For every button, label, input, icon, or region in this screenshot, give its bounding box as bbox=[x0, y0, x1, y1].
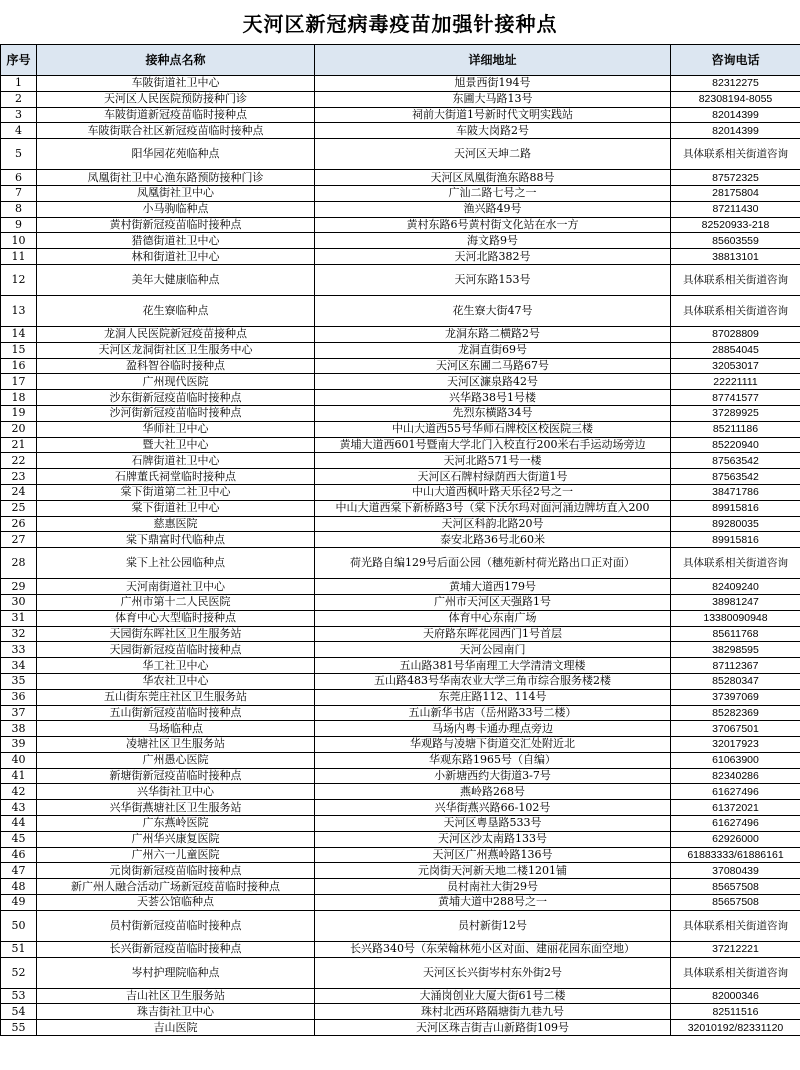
phone: 61627496 bbox=[671, 816, 800, 832]
row-index: 53 bbox=[1, 988, 37, 1004]
site-name: 广州愚心医院 bbox=[37, 752, 315, 768]
phone: 82000346 bbox=[671, 988, 800, 1004]
row-index: 18 bbox=[1, 390, 37, 406]
phone: 28175804 bbox=[671, 185, 800, 201]
site-name: 华农社卫中心 bbox=[37, 673, 315, 689]
phone: 38471786 bbox=[671, 484, 800, 500]
phone: 38813101 bbox=[671, 249, 800, 265]
row-index: 35 bbox=[1, 673, 37, 689]
site-name: 吉山医院 bbox=[37, 1020, 315, 1036]
address: 黄埔大道西601号暨南大学北门入校直行200米右手运动场旁边 bbox=[315, 437, 671, 453]
address: 天河北路382号 bbox=[315, 249, 671, 265]
site-name: 棠下上社公园临种点 bbox=[37, 548, 315, 579]
row-index: 39 bbox=[1, 737, 37, 753]
site-name: 棠下街道第二社卫中心 bbox=[37, 484, 315, 500]
site-name: 天荟公馆临种点 bbox=[37, 895, 315, 911]
address: 天河区濂泉路42号 bbox=[315, 374, 671, 390]
row-index: 26 bbox=[1, 516, 37, 532]
table-row bbox=[1, 626, 800, 642]
phone: 62926000 bbox=[671, 831, 800, 847]
table-row bbox=[1, 957, 800, 988]
table-row bbox=[1, 784, 800, 800]
site-name: 棠下鼎富时代临种点 bbox=[37, 532, 315, 548]
phone: 82014399 bbox=[671, 123, 800, 139]
site-name: 体育中心大型临时接种点 bbox=[37, 610, 315, 626]
phone: 87563542 bbox=[671, 469, 800, 485]
address: 兴华路38号1号楼 bbox=[315, 390, 671, 406]
phone: 32053017 bbox=[671, 358, 800, 374]
row-index: 51 bbox=[1, 941, 37, 957]
address: 华观东路1965号（自编） bbox=[315, 752, 671, 768]
site-name: 凌塘社区卫生服务站 bbox=[37, 737, 315, 753]
row-index: 31 bbox=[1, 610, 37, 626]
phone: 89915816 bbox=[671, 532, 800, 548]
row-index: 45 bbox=[1, 831, 37, 847]
address: 珠村北西环路隔塘街九巷九号 bbox=[315, 1004, 671, 1020]
address: 大涌岗创业大厦大街61号二楼 bbox=[315, 988, 671, 1004]
phone: 85603559 bbox=[671, 233, 800, 249]
address: 天河区沙太南路133号 bbox=[315, 831, 671, 847]
phone: 37397069 bbox=[671, 689, 800, 705]
row-index: 24 bbox=[1, 484, 37, 500]
table-row bbox=[1, 610, 800, 626]
phone: 87028809 bbox=[671, 326, 800, 342]
row-index: 42 bbox=[1, 784, 37, 800]
table-row bbox=[1, 76, 800, 92]
table-row bbox=[1, 484, 800, 500]
phone: 87211430 bbox=[671, 201, 800, 217]
table-row bbox=[1, 217, 800, 233]
table-row bbox=[1, 594, 800, 610]
table-row bbox=[1, 516, 800, 532]
phone: 89280035 bbox=[671, 516, 800, 532]
header-index: 序号 bbox=[1, 45, 37, 76]
table-row bbox=[1, 642, 800, 658]
row-index: 36 bbox=[1, 689, 37, 705]
row-index: 44 bbox=[1, 816, 37, 832]
site-name: 林和街道社卫中心 bbox=[37, 249, 315, 265]
row-index: 3 bbox=[1, 107, 37, 123]
row-index: 13 bbox=[1, 295, 37, 326]
phone: 13380090948 bbox=[671, 610, 800, 626]
table-row bbox=[1, 768, 800, 784]
row-index: 4 bbox=[1, 123, 37, 139]
address: 黄埔大道西179号 bbox=[315, 579, 671, 595]
table-row bbox=[1, 658, 800, 674]
table-row bbox=[1, 800, 800, 816]
address: 员村新街12号 bbox=[315, 910, 671, 941]
row-index: 49 bbox=[1, 895, 37, 911]
header-phone: 咨询电话 bbox=[671, 45, 800, 76]
site-name: 美年大健康临种点 bbox=[37, 264, 315, 295]
row-index: 7 bbox=[1, 185, 37, 201]
table-row bbox=[1, 358, 800, 374]
site-name: 盈科智谷临时接种点 bbox=[37, 358, 315, 374]
phone: 具体联系相关街道咨询 bbox=[671, 139, 800, 170]
phone: 具体联系相关街道咨询 bbox=[671, 548, 800, 579]
site-name: 沙河街新冠疫苗临时接种点 bbox=[37, 405, 315, 421]
address: 天河公园南门 bbox=[315, 642, 671, 658]
table-row bbox=[1, 342, 800, 358]
vaccination-sites-table bbox=[0, 44, 800, 1036]
row-index: 38 bbox=[1, 721, 37, 737]
site-name: 五山街新冠疫苗临时接种点 bbox=[37, 705, 315, 721]
site-name: 车陂街道新冠疫苗临时接种点 bbox=[37, 107, 315, 123]
row-index: 10 bbox=[1, 233, 37, 249]
table-row bbox=[1, 752, 800, 768]
row-index: 20 bbox=[1, 421, 37, 437]
site-name: 天园街新冠疫苗临时接种点 bbox=[37, 642, 315, 658]
row-index: 12 bbox=[1, 264, 37, 295]
table-row bbox=[1, 326, 800, 342]
phone: 82312275 bbox=[671, 76, 800, 92]
address: 员村南社大街29号 bbox=[315, 879, 671, 895]
address: 天河区凤凰街渔东路88号 bbox=[315, 170, 671, 186]
row-index: 6 bbox=[1, 170, 37, 186]
address: 车陂大岗路2号 bbox=[315, 123, 671, 139]
table-row bbox=[1, 816, 800, 832]
phone: 87112367 bbox=[671, 658, 800, 674]
site-name: 华工社卫中心 bbox=[37, 658, 315, 674]
phone: 87563542 bbox=[671, 453, 800, 469]
address: 中山大道西枫叶路天乐径2号之一 bbox=[315, 484, 671, 500]
row-index: 5 bbox=[1, 139, 37, 170]
phone: 85657508 bbox=[671, 879, 800, 895]
site-name: 凤凰街社卫中心 bbox=[37, 185, 315, 201]
row-index: 55 bbox=[1, 1020, 37, 1036]
address: 黄村东路6号黄村街文化站在水一方 bbox=[315, 217, 671, 233]
site-name: 猎德街道社卫中心 bbox=[37, 233, 315, 249]
address: 中山大道西55号华师石牌校区校医院三楼 bbox=[315, 421, 671, 437]
site-name: 兴华街社卫中心 bbox=[37, 784, 315, 800]
table-row bbox=[1, 673, 800, 689]
table-row bbox=[1, 437, 800, 453]
phone: 61883333/61886161 bbox=[671, 847, 800, 863]
address: 天府路东晖花园西门1号首层 bbox=[315, 626, 671, 642]
phone: 85611768 bbox=[671, 626, 800, 642]
phone: 85280347 bbox=[671, 673, 800, 689]
table-row bbox=[1, 374, 800, 390]
site-name: 广州华兴康复医院 bbox=[37, 831, 315, 847]
address: 天河区珠吉街吉山新路街109号 bbox=[315, 1020, 671, 1036]
table-row bbox=[1, 1020, 800, 1036]
address: 天河区东圃二马路67号 bbox=[315, 358, 671, 374]
phone: 具体联系相关街道咨询 bbox=[671, 910, 800, 941]
address: 五山新华书店（岳州路33号二楼） bbox=[315, 705, 671, 721]
table-row bbox=[1, 579, 800, 595]
row-index: 2 bbox=[1, 91, 37, 107]
address: 中山大道西棠下新桥路3号（棠下沃尔玛对面河涌边牌坊直入200 bbox=[315, 500, 671, 516]
row-index: 43 bbox=[1, 800, 37, 816]
address: 旭景西街194号 bbox=[315, 76, 671, 92]
site-name: 棠下街道社卫中心 bbox=[37, 500, 315, 516]
row-index: 30 bbox=[1, 594, 37, 610]
address: 天河区天坤二路 bbox=[315, 139, 671, 170]
site-name: 广州市第十二人民医院 bbox=[37, 594, 315, 610]
address: 小新塘西约大街道3-7号 bbox=[315, 768, 671, 784]
site-name: 小马驹临种点 bbox=[37, 201, 315, 217]
address: 天河东路153号 bbox=[315, 264, 671, 295]
site-name: 黄村街新冠疫苗临时接种点 bbox=[37, 217, 315, 233]
phone: 85657508 bbox=[671, 895, 800, 911]
table-row bbox=[1, 879, 800, 895]
address: 天河区广州燕岭路136号 bbox=[315, 847, 671, 863]
table-row bbox=[1, 91, 800, 107]
address: 龙洞东路二横路2号 bbox=[315, 326, 671, 342]
table-row bbox=[1, 139, 800, 170]
site-name: 广东燕岭医院 bbox=[37, 816, 315, 832]
row-index: 29 bbox=[1, 579, 37, 595]
address: 马场内粤卡通办理点旁边 bbox=[315, 721, 671, 737]
site-name: 广州现代医院 bbox=[37, 374, 315, 390]
table-row bbox=[1, 847, 800, 863]
address: 长兴路340号（东荣翰林苑小区对面、建丽花园东面空地） bbox=[315, 941, 671, 957]
row-index: 52 bbox=[1, 957, 37, 988]
site-name: 车陂街道社卫中心 bbox=[37, 76, 315, 92]
row-index: 54 bbox=[1, 1004, 37, 1020]
phone: 37212221 bbox=[671, 941, 800, 957]
table-row bbox=[1, 264, 800, 295]
site-name: 阳华园花苑临种点 bbox=[37, 139, 315, 170]
address: 天河区粤垦路533号 bbox=[315, 816, 671, 832]
row-index: 14 bbox=[1, 326, 37, 342]
site-name: 龙洞人民医院新冠疫苗接种点 bbox=[37, 326, 315, 342]
site-name: 石牌街道社卫中心 bbox=[37, 453, 315, 469]
row-index: 17 bbox=[1, 374, 37, 390]
row-index: 9 bbox=[1, 217, 37, 233]
address: 元岗街天河新天地二楼1201铺 bbox=[315, 863, 671, 879]
site-name: 天河区龙洞街社区卫生服务中心 bbox=[37, 342, 315, 358]
row-index: 8 bbox=[1, 201, 37, 217]
page-title: 天河区新冠病毒疫苗加强针接种点 bbox=[242, 11, 558, 36]
row-index: 19 bbox=[1, 405, 37, 421]
address: 天河北路571号一楼 bbox=[315, 453, 671, 469]
address: 体育中心东南广场 bbox=[315, 610, 671, 626]
row-index: 50 bbox=[1, 910, 37, 941]
row-index: 28 bbox=[1, 548, 37, 579]
address: 广汕二路七号之一 bbox=[315, 185, 671, 201]
table-row bbox=[1, 689, 800, 705]
row-index: 37 bbox=[1, 705, 37, 721]
phone: 32010192/82331120 bbox=[671, 1020, 800, 1036]
address: 先烈东横路34号 bbox=[315, 405, 671, 421]
phone: 具体联系相关街道咨询 bbox=[671, 957, 800, 988]
table-row bbox=[1, 988, 800, 1004]
site-name: 五山街东莞庄社区卫生服务站 bbox=[37, 689, 315, 705]
table-row bbox=[1, 910, 800, 941]
address: 天河区长兴街岑村东外街2号 bbox=[315, 957, 671, 988]
table-row bbox=[1, 532, 800, 548]
address: 东圃大马路13号 bbox=[315, 91, 671, 107]
row-index: 21 bbox=[1, 437, 37, 453]
table-row bbox=[1, 107, 800, 123]
table-row bbox=[1, 170, 800, 186]
site-name: 元岗街新冠疫苗临时接种点 bbox=[37, 863, 315, 879]
row-index: 1 bbox=[1, 76, 37, 92]
table-row bbox=[1, 421, 800, 437]
phone: 87741577 bbox=[671, 390, 800, 406]
table-row bbox=[1, 469, 800, 485]
header-site-name: 接种点名称 bbox=[37, 45, 315, 76]
site-name: 长兴街新冠疫苗临时接种点 bbox=[37, 941, 315, 957]
table-row bbox=[1, 453, 800, 469]
row-index: 33 bbox=[1, 642, 37, 658]
site-name: 石牌董氏祠堂临时接种点 bbox=[37, 469, 315, 485]
phone: 61372021 bbox=[671, 800, 800, 816]
table-row bbox=[1, 737, 800, 753]
phone: 37289925 bbox=[671, 405, 800, 421]
phone: 87572325 bbox=[671, 170, 800, 186]
phone: 85211186 bbox=[671, 421, 800, 437]
row-index: 47 bbox=[1, 863, 37, 879]
row-index: 27 bbox=[1, 532, 37, 548]
site-name: 吉山社区卫生服务站 bbox=[37, 988, 315, 1004]
phone: 32017923 bbox=[671, 737, 800, 753]
address: 花生寮大街47号 bbox=[315, 295, 671, 326]
phone: 具体联系相关街道咨询 bbox=[671, 264, 800, 295]
row-index: 32 bbox=[1, 626, 37, 642]
table-row bbox=[1, 548, 800, 579]
address: 龙洞直街69号 bbox=[315, 342, 671, 358]
table-row bbox=[1, 863, 800, 879]
site-name: 马场临种点 bbox=[37, 721, 315, 737]
phone: 38298595 bbox=[671, 642, 800, 658]
phone: 89915816 bbox=[671, 500, 800, 516]
table-row bbox=[1, 390, 800, 406]
table-row bbox=[1, 705, 800, 721]
phone: 85220940 bbox=[671, 437, 800, 453]
header-address: 详细地址 bbox=[315, 45, 671, 76]
site-name: 花生寮临种点 bbox=[37, 295, 315, 326]
address: 泰安北路36号北60米 bbox=[315, 532, 671, 548]
address: 广州市天河区天强路1号 bbox=[315, 594, 671, 610]
table-row bbox=[1, 233, 800, 249]
address: 五山路483号华南农业大学三角市综合服务楼2楼 bbox=[315, 673, 671, 689]
table-row bbox=[1, 721, 800, 737]
address: 荷光路自编129号后面公园（穗苑新村荷光路出口正对面） bbox=[315, 548, 671, 579]
phone: 37067501 bbox=[671, 721, 800, 737]
table-header-row bbox=[1, 45, 800, 76]
site-name: 岑村护理院临种点 bbox=[37, 957, 315, 988]
address: 东莞庄路112、114号 bbox=[315, 689, 671, 705]
table-row bbox=[1, 405, 800, 421]
address: 五山路381号华南理工大学清清文理楼 bbox=[315, 658, 671, 674]
table-row bbox=[1, 295, 800, 326]
site-name: 兴华街燕塘社区卫生服务站 bbox=[37, 800, 315, 816]
row-index: 22 bbox=[1, 453, 37, 469]
address: 燕岭路268号 bbox=[315, 784, 671, 800]
site-name: 新广州人融合活动广场新冠疫苗临时接种点 bbox=[37, 879, 315, 895]
phone: 38981247 bbox=[671, 594, 800, 610]
phone: 82014399 bbox=[671, 107, 800, 123]
table-row bbox=[1, 1004, 800, 1020]
site-name: 沙东街新冠疫苗临时接种点 bbox=[37, 390, 315, 406]
phone: 具体联系相关街道咨询 bbox=[671, 295, 800, 326]
row-index: 16 bbox=[1, 358, 37, 374]
table-row bbox=[1, 185, 800, 201]
row-index: 15 bbox=[1, 342, 37, 358]
row-index: 25 bbox=[1, 500, 37, 516]
site-name: 珠吉街社卫中心 bbox=[37, 1004, 315, 1020]
address: 兴华街燕兴路66-102号 bbox=[315, 800, 671, 816]
table-row bbox=[1, 249, 800, 265]
address: 华观路与凌塘下街道交汇处附近北 bbox=[315, 737, 671, 753]
site-name: 暨大社卫中心 bbox=[37, 437, 315, 453]
phone: 82409240 bbox=[671, 579, 800, 595]
site-name: 天河区人民医院预防接种门诊 bbox=[37, 91, 315, 107]
phone: 82520933-218 bbox=[671, 217, 800, 233]
site-name: 天园街东晖社区卫生服务站 bbox=[37, 626, 315, 642]
address: 祠前大街道1号新时代文明实践站 bbox=[315, 107, 671, 123]
table-row bbox=[1, 123, 800, 139]
row-index: 46 bbox=[1, 847, 37, 863]
phone: 82511516 bbox=[671, 1004, 800, 1020]
phone: 82340286 bbox=[671, 768, 800, 784]
site-name: 慈惠医院 bbox=[37, 516, 315, 532]
phone: 61063900 bbox=[671, 752, 800, 768]
table-row bbox=[1, 500, 800, 516]
table-row bbox=[1, 831, 800, 847]
row-index: 23 bbox=[1, 469, 37, 485]
site-name: 凤凰街社卫中心渔东路预防接种门诊 bbox=[37, 170, 315, 186]
site-name: 天河南街道社卫中心 bbox=[37, 579, 315, 595]
table-row bbox=[1, 941, 800, 957]
address: 黄埔大道中288号之一 bbox=[315, 895, 671, 911]
row-index: 11 bbox=[1, 249, 37, 265]
site-name: 广州六一儿童医院 bbox=[37, 847, 315, 863]
address: 渔兴路49号 bbox=[315, 201, 671, 217]
phone: 37080439 bbox=[671, 863, 800, 879]
row-index: 40 bbox=[1, 752, 37, 768]
phone: 22221111 bbox=[671, 374, 800, 390]
phone: 61627496 bbox=[671, 784, 800, 800]
phone: 85282369 bbox=[671, 705, 800, 721]
site-name: 员村街新冠疫苗临时接种点 bbox=[37, 910, 315, 941]
site-name: 车陂街联合社区新冠疫苗临时接种点 bbox=[37, 123, 315, 139]
phone: 28854045 bbox=[671, 342, 800, 358]
row-index: 34 bbox=[1, 658, 37, 674]
site-name: 新塘街新冠疫苗临时接种点 bbox=[37, 768, 315, 784]
address: 海文路9号 bbox=[315, 233, 671, 249]
table-row bbox=[1, 201, 800, 217]
site-name: 华师社卫中心 bbox=[37, 421, 315, 437]
phone: 82308194-8055 bbox=[671, 91, 800, 107]
address: 天河区石牌村绿荫西大街道1号 bbox=[315, 469, 671, 485]
table-row bbox=[1, 895, 800, 911]
row-index: 41 bbox=[1, 768, 37, 784]
row-index: 48 bbox=[1, 879, 37, 895]
address: 天河区科韵北路20号 bbox=[315, 516, 671, 532]
